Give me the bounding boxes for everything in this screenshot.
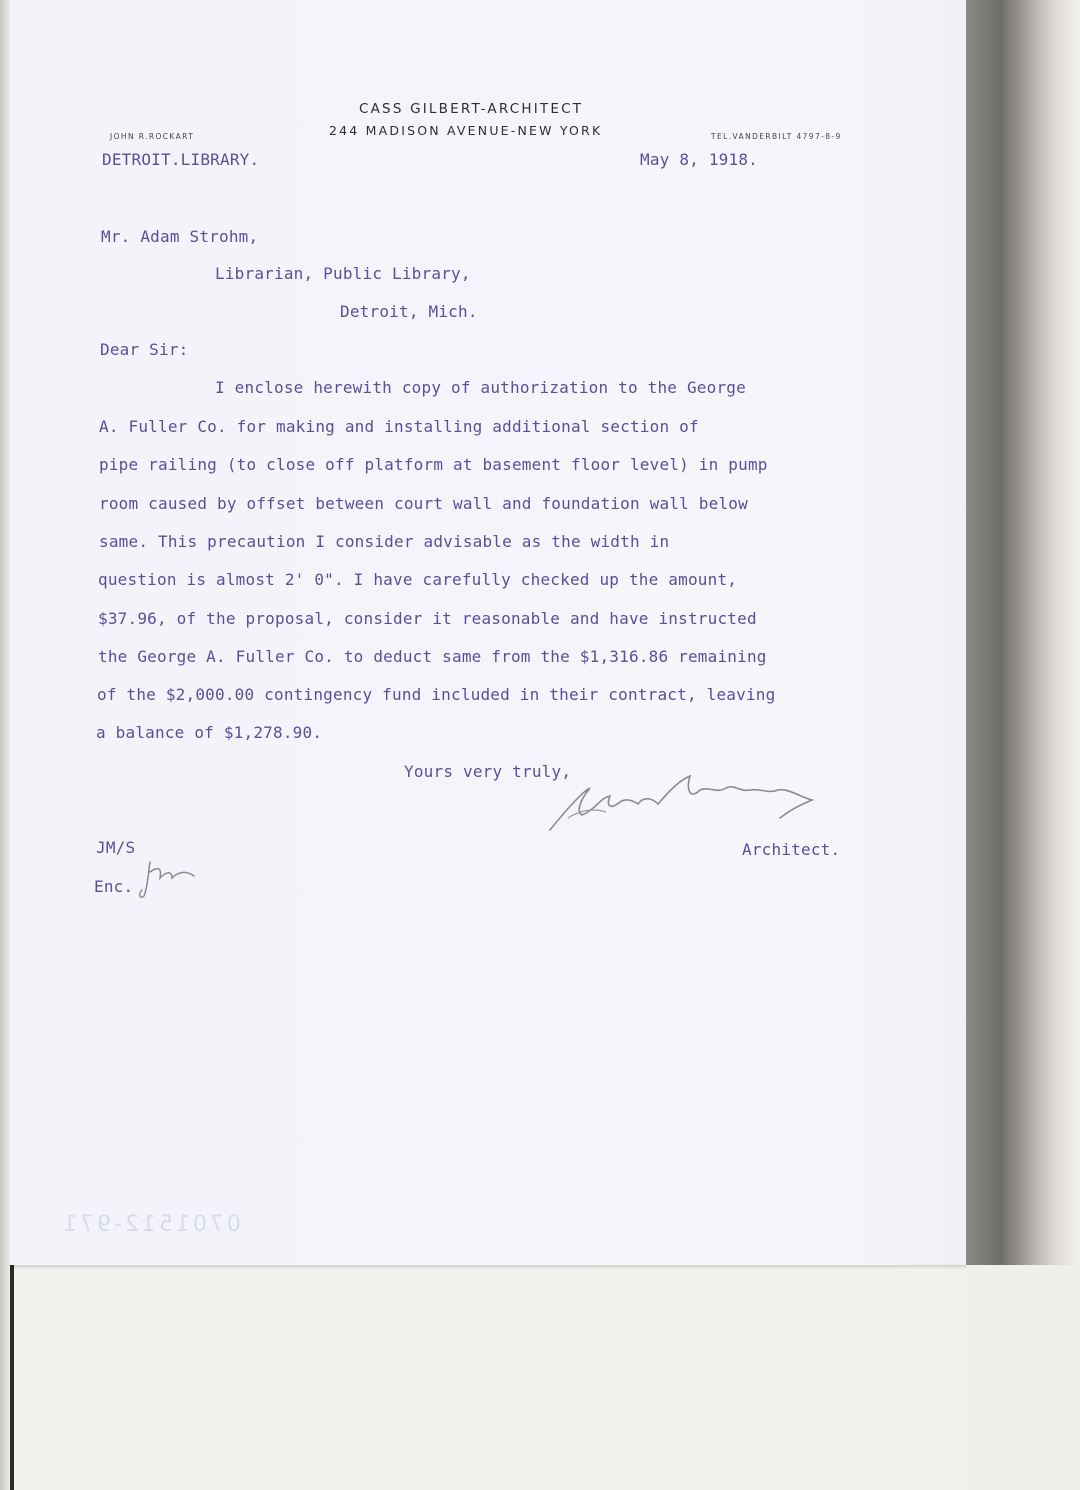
- reference-initials: JM/S: [96, 838, 136, 857]
- body-line: room caused by offset between court wall and foundation wall below: [99, 494, 748, 513]
- signer-title: Architect.: [742, 840, 841, 859]
- project-line: DETROIT.LIBRARY.: [102, 150, 260, 169]
- scan-edge-left: [0, 0, 10, 1490]
- letterhead-associate: JOHN R.ROCKART: [110, 132, 195, 141]
- handwritten-signature: [540, 760, 830, 840]
- body-line: the George A. Fuller Co. to deduct same from the $1,316.86 remaining: [98, 647, 767, 666]
- salutation: Dear Sir:: [100, 340, 189, 359]
- body-line: $37.96, of the proposal, consider it reasonable and have instructed: [98, 609, 757, 628]
- handwritten-initials: [136, 856, 200, 904]
- body-line: I enclose herewith copy of authorization to the George: [215, 378, 746, 397]
- body-line: same. This precaution I consider advisable as the width in: [99, 532, 670, 551]
- body-line: A. Fuller Co. for making and installing additional section of: [99, 417, 699, 436]
- body-line: question is almost 2' 0". I have carefully checked up the amount,: [98, 570, 738, 589]
- letter-date: May 8, 1918.: [640, 150, 758, 169]
- body-line: a balance of $1,278.90.: [96, 723, 323, 742]
- letterhead-address: 244 MADISON AVENUE-NEW YORK: [329, 123, 603, 138]
- recipient-title: Librarian, Public Library,: [215, 264, 471, 283]
- letterhead-telephone: TEL.VANDERBILT 4797-8-9: [711, 132, 842, 141]
- body-line: pipe railing (to close off platform at basement floor level) in pump: [99, 455, 768, 474]
- recipient-name: Mr. Adam Strohm,: [101, 227, 259, 246]
- letter-sheet: [8, 0, 978, 1265]
- archive-stamp-bleedthrough: 0701512-971: [60, 1212, 241, 1237]
- body-line: of the $2,000.00 contingency fund included in their contract, leaving: [97, 685, 776, 704]
- scan-edge-right-lower: [966, 1265, 1080, 1490]
- scan-edge-right: [966, 0, 1080, 1265]
- backdrop: [0, 1262, 1080, 1490]
- letterhead-firm: CASS GILBERT-ARCHITECT: [359, 101, 584, 117]
- recipient-city: Detroit, Mich.: [340, 302, 478, 321]
- closing: Yours very truly,: [404, 762, 572, 781]
- enclosure-note: Enc.: [94, 877, 134, 896]
